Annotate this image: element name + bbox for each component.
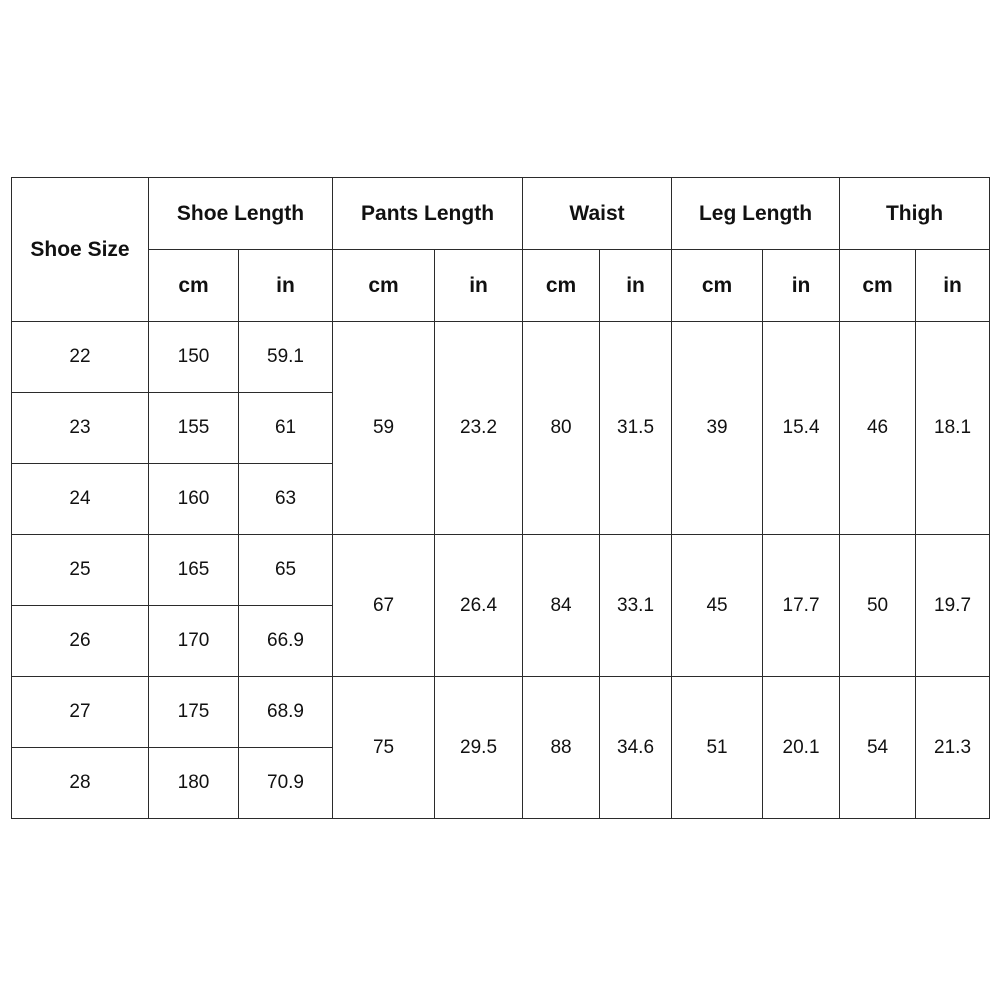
unit-thigh-cm: cm — [840, 250, 916, 322]
shoe-size-cell: 25 — [12, 535, 149, 606]
header-waist: Waist — [523, 178, 672, 250]
thigh-cm-cell: 50 — [840, 535, 916, 677]
shoe-length-cm-cell: 170 — [149, 606, 239, 677]
leg-length-in-cell: 15.4 — [763, 322, 840, 535]
shoe-length-cm-cell: 160 — [149, 464, 239, 535]
shoe-size-cell: 22 — [12, 322, 149, 393]
shoe-size-cell: 28 — [12, 748, 149, 819]
header-thigh: Thigh — [840, 178, 990, 250]
unit-shoe-length-in: in — [239, 250, 333, 322]
header-row-groups — [12, 178, 990, 250]
shoe-length-in-cell: 65 — [239, 535, 333, 606]
shoe-length-cm-cell: 150 — [149, 322, 239, 393]
shoe-size-cell: 27 — [12, 677, 149, 748]
shoe-length-in-cell: 59.1 — [239, 322, 333, 393]
leg-length-in-cell: 17.7 — [763, 535, 840, 677]
thigh-in-cell: 21.3 — [916, 677, 990, 819]
thigh-in-cell: 19.7 — [916, 535, 990, 677]
shoe-size-cell: 24 — [12, 464, 149, 535]
shoe-length-cm-cell: 175 — [149, 677, 239, 748]
pants-length-cm-cell: 75 — [333, 677, 435, 819]
header-row-units — [12, 250, 990, 322]
unit-pants-length-in: in — [435, 250, 523, 322]
shoe-length-cm-cell: 165 — [149, 535, 239, 606]
pants-length-in-cell: 23.2 — [435, 322, 523, 535]
shoe-length-cm-cell: 180 — [149, 748, 239, 819]
shoe-length-in-cell: 61 — [239, 393, 333, 464]
shoe-length-in-cell: 68.9 — [239, 677, 333, 748]
size-chart-table — [11, 177, 990, 819]
unit-shoe-length-cm: cm — [149, 250, 239, 322]
pants-length-in-cell: 26.4 — [435, 535, 523, 677]
header-shoe-size: Shoe Size — [12, 178, 149, 322]
unit-leg-length-cm: cm — [672, 250, 763, 322]
header-leg-length: Leg Length — [672, 178, 840, 250]
thigh-cm-cell: 54 — [840, 677, 916, 819]
unit-pants-length-cm: cm — [333, 250, 435, 322]
shoe-size-cell: 23 — [12, 393, 149, 464]
waist-in-cell: 31.5 — [600, 322, 672, 535]
waist-in-cell: 33.1 — [600, 535, 672, 677]
unit-waist-in: in — [600, 250, 672, 322]
pants-length-cm-cell: 59 — [333, 322, 435, 535]
table-row — [12, 322, 990, 393]
waist-cm-cell: 84 — [523, 535, 600, 677]
shoe-size-cell: 26 — [12, 606, 149, 677]
unit-leg-length-in: in — [763, 250, 840, 322]
thigh-in-cell: 18.1 — [916, 322, 990, 535]
leg-length-cm-cell: 51 — [672, 677, 763, 819]
shoe-length-in-cell: 63 — [239, 464, 333, 535]
leg-length-cm-cell: 45 — [672, 535, 763, 677]
unit-waist-cm: cm — [523, 250, 600, 322]
waist-cm-cell: 80 — [523, 322, 600, 535]
table-row — [12, 677, 990, 748]
shoe-length-in-cell: 70.9 — [239, 748, 333, 819]
header-pants-length: Pants Length — [333, 178, 523, 250]
shoe-length-in-cell: 66.9 — [239, 606, 333, 677]
waist-in-cell: 34.6 — [600, 677, 672, 819]
pants-length-cm-cell: 67 — [333, 535, 435, 677]
unit-thigh-in: in — [916, 250, 990, 322]
pants-length-in-cell: 29.5 — [435, 677, 523, 819]
header-shoe-length: Shoe Length — [149, 178, 333, 250]
leg-length-in-cell: 20.1 — [763, 677, 840, 819]
leg-length-cm-cell: 39 — [672, 322, 763, 535]
table-row — [12, 535, 990, 606]
waist-cm-cell: 88 — [523, 677, 600, 819]
shoe-length-cm-cell: 155 — [149, 393, 239, 464]
thigh-cm-cell: 46 — [840, 322, 916, 535]
